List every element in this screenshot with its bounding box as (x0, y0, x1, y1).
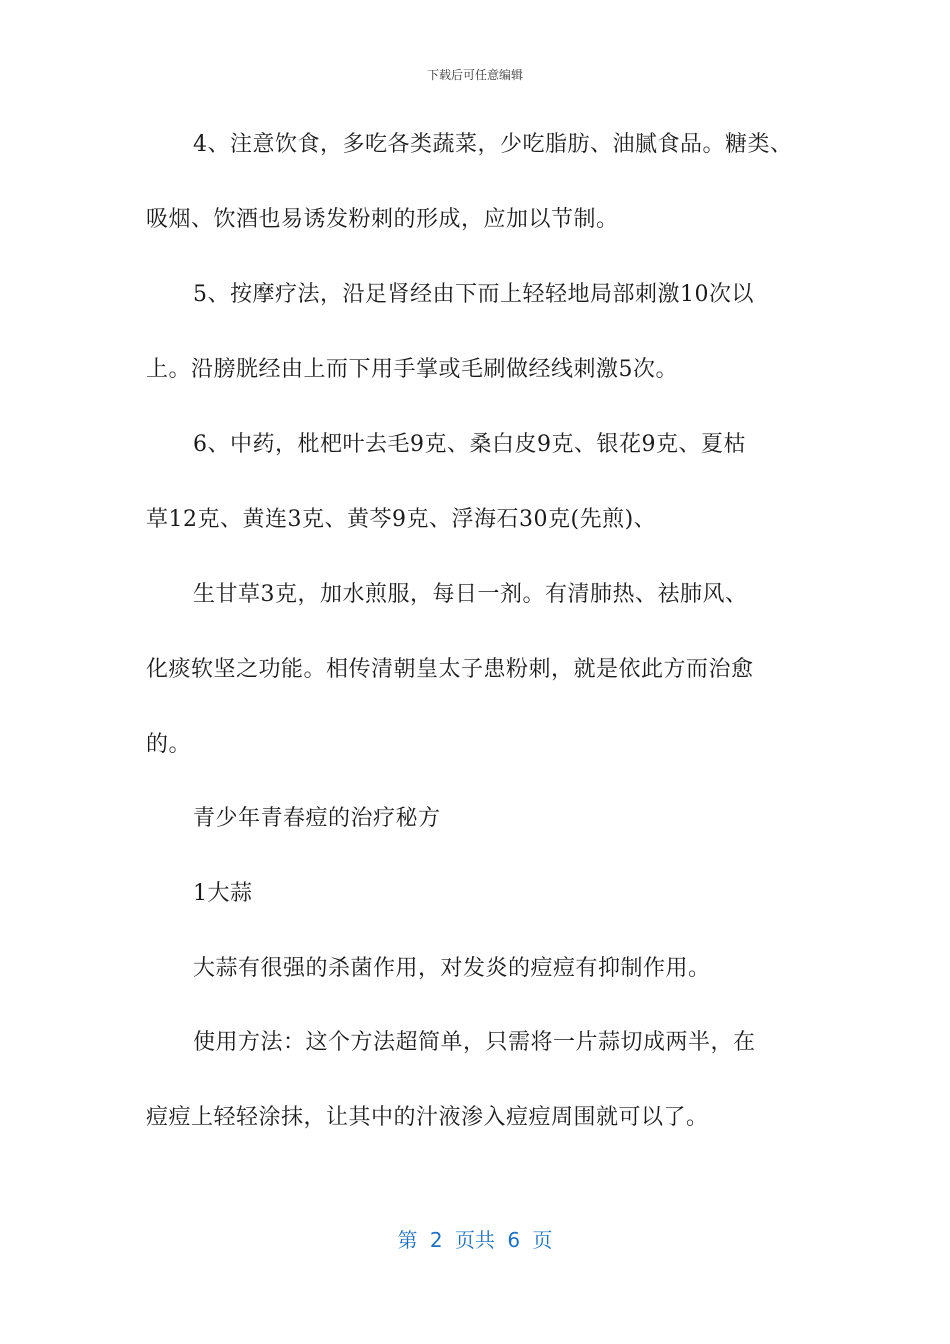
paragraph-line: 上。沿膀胱经由上而下用手掌或毛刷做经线刺激5次。 (146, 357, 678, 382)
header-note: 下载后可任意编辑 (426, 68, 523, 82)
paragraph-line: 痘痘上轻轻涂抹，让其中的汁液渗入痘痘周围就可以了。 (146, 1105, 709, 1130)
paragraph-line: 使用方法：这个方法超简单，只需将一片蒜切成两半，在 (193, 1030, 756, 1055)
subsection-heading: 1大蒜 (193, 881, 253, 906)
paragraph-line: 5、按摩疗法，沿足肾经由下而上轻轻地局部刺激10次以 (193, 282, 754, 307)
paragraph-line: 大蒜有很强的杀菌作用，对发炎的痘痘有抑制作用。 (193, 956, 711, 981)
paragraph-line: 的。 (146, 732, 192, 757)
paragraph-line: 草12克、黄连3克、黄芩9克、浮海石30克(先煎)、 (146, 507, 657, 532)
paragraph-line: 6、中药，枇杷叶去毛9克、桑白皮9克、银花9克、夏枯 (193, 432, 746, 457)
page-number-footer: 第 2 页共 6 页 (397, 1228, 553, 1252)
paragraph-line: 4、注意饮食，多吃各类蔬菜，少吃脂肪、油腻食品。糖类、 (193, 132, 793, 157)
paragraph-line: 生甘草3克，加水煎服，每日一剂。有清肺热、祛肺风、 (193, 582, 748, 607)
paragraph-line: 吸烟、饮酒也易诱发粉刺的形成，应加以节制。 (146, 207, 619, 232)
section-heading: 青少年青春痘的治疗秘方 (193, 806, 441, 831)
paragraph-line: 化痰软坚之功能。相传清朝皇太子患粉刺，就是依此方而治愈 (146, 657, 754, 682)
